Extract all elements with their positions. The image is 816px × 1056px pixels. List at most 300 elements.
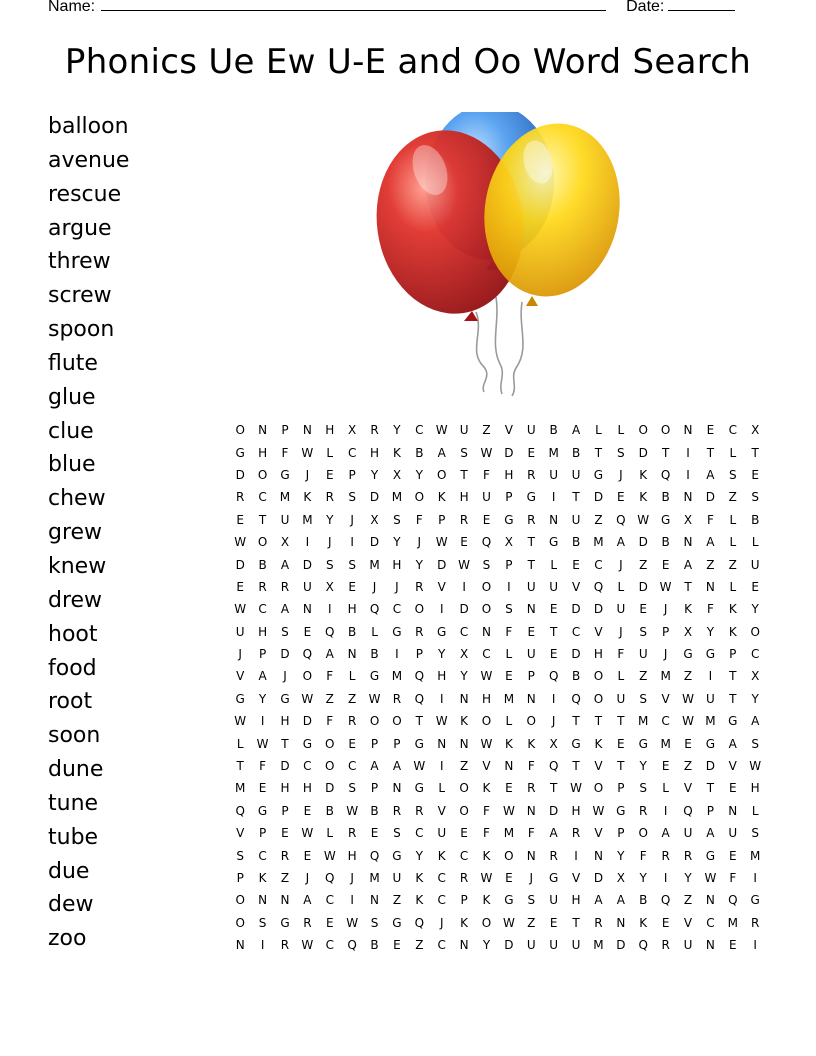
grid-letter[interactable]: K (303, 490, 312, 505)
grid-letter[interactable]: P (617, 826, 625, 841)
grid-letter[interactable]: S (617, 445, 625, 460)
grid-letter[interactable]: G (235, 691, 245, 706)
grid-letter[interactable]: F (639, 848, 647, 863)
grid-letter[interactable]: P (460, 893, 468, 908)
grid-letter[interactable]: T (572, 490, 580, 505)
grid-letter[interactable]: K (594, 736, 603, 751)
grid-letter[interactable]: R (415, 579, 424, 594)
grid-letter[interactable]: V (683, 781, 693, 796)
grid-letter[interactable]: K (728, 624, 737, 639)
grid-letter[interactable]: E (303, 848, 312, 863)
grid-letter[interactable]: D (549, 803, 559, 818)
grid-letter[interactable]: S (348, 557, 356, 572)
grid-letter[interactable]: I (753, 871, 757, 885)
grid-letter[interactable]: W (659, 579, 672, 594)
grid-letter[interactable]: W (480, 736, 493, 751)
grid-letter[interactable]: Y (326, 512, 334, 527)
grid-letter[interactable]: V (236, 826, 245, 841)
grid-letter[interactable]: T (661, 445, 670, 460)
grid-letter[interactable]: Q (571, 691, 581, 706)
grid-letter[interactable]: R (549, 848, 558, 863)
grid-letter[interactable]: S (370, 915, 379, 930)
grid-letter[interactable]: N (526, 803, 536, 818)
grid-letter[interactable]: G (526, 490, 536, 505)
grid-letter[interactable]: J (551, 714, 556, 729)
grid-letter[interactable]: C (415, 826, 424, 841)
grid-letter[interactable]: Q (660, 467, 671, 482)
grid-letter[interactable]: I (462, 579, 466, 594)
grid-letter[interactable]: L (326, 445, 334, 460)
grid-letter[interactable]: K (639, 490, 648, 505)
grid-letter[interactable]: P (729, 647, 737, 662)
grid-letter[interactable]: A (325, 647, 334, 662)
grid-letter[interactable]: S (751, 826, 759, 841)
grid-letter[interactable]: N (526, 691, 536, 706)
grid-letter[interactable]: W (301, 938, 314, 953)
grid-letter[interactable]: P (281, 423, 289, 438)
grid-letter[interactable]: E (258, 781, 267, 796)
grid-letter[interactable]: O (414, 490, 425, 505)
grid-letter[interactable]: G (638, 736, 648, 751)
grid-letter[interactable]: Y (639, 871, 647, 885)
grid-letter[interactable]: B (370, 938, 379, 953)
grid-letter[interactable]: B (415, 445, 424, 460)
grid-letter[interactable]: V (236, 669, 245, 684)
grid-letter[interactable]: U (571, 938, 581, 953)
grid-letter[interactable]: N (258, 423, 268, 438)
grid-letter[interactable]: E (728, 938, 737, 953)
grid-letter[interactable]: V (594, 624, 603, 639)
grid-letter[interactable]: G (705, 647, 716, 662)
grid-letter[interactable]: F (326, 714, 334, 729)
grid-letter[interactable]: W (435, 714, 448, 729)
grid-letter[interactable]: W (346, 915, 359, 930)
grid-letter[interactable]: E (661, 557, 670, 572)
grid-letter[interactable]: R (370, 423, 379, 438)
grid-letter[interactable]: P (393, 736, 401, 751)
grid-letter[interactable]: L (236, 736, 244, 751)
grid-letter[interactable]: E (728, 848, 737, 863)
grid-letter[interactable]: Y (438, 647, 446, 662)
grid-letter[interactable]: W (368, 691, 381, 706)
grid-letter[interactable]: O (235, 915, 245, 930)
grid-letter[interactable]: D (593, 871, 604, 885)
grid-letter[interactable]: K (437, 490, 446, 505)
grid-letter[interactable]: N (705, 579, 715, 594)
grid-letter[interactable]: R (392, 691, 402, 706)
grid-letter[interactable]: Z (527, 915, 536, 930)
grid-letter[interactable]: V (571, 579, 581, 594)
grid-letter[interactable]: B (258, 557, 267, 572)
grid-letter[interactable]: O (481, 602, 492, 617)
grid-letter[interactable]: W (570, 781, 582, 796)
grid-letter[interactable]: L (550, 557, 557, 572)
grid-letter[interactable]: X (392, 467, 402, 482)
grid-letter[interactable]: C (325, 938, 334, 953)
grid-letter[interactable]: T (549, 781, 558, 796)
grid-letter[interactable]: R (236, 490, 245, 505)
grid-letter[interactable]: W (480, 871, 493, 885)
grid-letter[interactable]: A (370, 759, 379, 774)
grid-letter[interactable]: U (526, 423, 536, 438)
grid-letter[interactable]: U (526, 579, 536, 594)
grid-letter[interactable]: E (236, 512, 244, 527)
grid-letter[interactable]: J (350, 512, 354, 527)
grid-letter[interactable]: Z (459, 759, 469, 774)
grid-letter[interactable]: O (481, 579, 492, 594)
grid-letter[interactable]: M (302, 512, 313, 527)
grid-letter[interactable]: O (481, 714, 492, 729)
grid-letter[interactable]: D (302, 714, 312, 729)
grid-letter[interactable]: R (594, 915, 603, 930)
grid-letter[interactable]: T (617, 759, 625, 774)
grid-letter[interactable]: W (435, 423, 448, 438)
grid-letter[interactable]: E (281, 826, 289, 841)
grid-letter[interactable]: T (706, 781, 715, 796)
grid-letter[interactable]: J (372, 579, 377, 594)
grid-letter[interactable]: Q (414, 669, 425, 684)
grid-letter[interactable]: I (551, 490, 556, 505)
grid-letter[interactable]: P (505, 490, 513, 505)
grid-letter[interactable]: I (507, 579, 511, 594)
grid-letter[interactable]: E (617, 736, 625, 751)
grid-letter[interactable]: G (504, 893, 514, 908)
grid-letter[interactable]: R (415, 803, 424, 818)
grid-letter[interactable]: M (660, 669, 671, 684)
grid-letter[interactable]: M (660, 736, 671, 751)
grid-letter[interactable]: N (459, 691, 469, 706)
grid-letter[interactable]: Z (683, 759, 693, 774)
grid-letter[interactable]: B (370, 647, 379, 662)
grid-letter[interactable]: U (750, 557, 760, 572)
grid-letter[interactable]: Y (482, 938, 491, 953)
grid-letter[interactable]: O (235, 893, 245, 908)
grid-letter[interactable]: N (459, 938, 469, 953)
grid-letter[interactable]: W (234, 535, 247, 550)
grid-letter[interactable]: G (549, 871, 559, 885)
grid-letter[interactable]: V (437, 579, 446, 594)
grid-letter[interactable]: O (369, 714, 380, 729)
grid-letter[interactable]: T (258, 512, 267, 527)
grid-letter[interactable]: D (235, 557, 245, 572)
name-blank[interactable] (101, 0, 606, 11)
grid-letter[interactable]: G (549, 535, 559, 550)
grid-letter[interactable]: I (327, 602, 332, 617)
grid-letter[interactable]: J (350, 871, 354, 885)
grid-letter[interactable]: U (302, 579, 312, 594)
grid-letter[interactable]: J (238, 647, 242, 662)
grid-letter[interactable]: M (750, 848, 761, 863)
grid-letter[interactable]: L (617, 423, 625, 438)
grid-letter[interactable]: G (392, 848, 402, 863)
grid-letter[interactable]: T (460, 467, 468, 482)
grid-letter[interactable]: Q (369, 602, 380, 617)
grid-letter[interactable]: J (305, 871, 310, 885)
grid-letter[interactable]: I (439, 759, 444, 774)
grid-letter[interactable]: I (753, 938, 757, 953)
grid-letter[interactable]: W (480, 445, 493, 460)
grid-letter[interactable]: N (459, 736, 469, 751)
grid-letter[interactable]: A (392, 759, 402, 774)
grid-letter[interactable]: X (683, 624, 693, 639)
grid-letter[interactable]: Y (460, 669, 468, 684)
grid-letter[interactable]: C (258, 848, 267, 863)
grid-letter[interactable]: Y (684, 871, 692, 885)
grid-letter[interactable]: I (663, 803, 668, 818)
grid-letter[interactable]: S (639, 781, 648, 796)
grid-letter[interactable]: K (684, 602, 692, 617)
grid-letter[interactable]: R (280, 938, 290, 953)
grid-letter[interactable]: N (683, 535, 693, 550)
grid-letter[interactable]: A (549, 826, 558, 841)
grid-letter[interactable]: U (706, 691, 715, 706)
grid-letter[interactable]: D (325, 781, 335, 796)
grid-letter[interactable]: Y (706, 624, 715, 639)
grid-letter[interactable]: Y (393, 535, 401, 550)
grid-letter[interactable]: U (549, 893, 559, 908)
grid-letter[interactable]: Z (415, 938, 424, 953)
grid-letter[interactable]: D (235, 467, 245, 482)
grid-letter[interactable]: L (751, 803, 759, 818)
grid-letter[interactable]: V (683, 915, 693, 930)
grid-letter[interactable]: A (303, 893, 312, 908)
grid-letter[interactable]: H (347, 602, 357, 617)
grid-letter[interactable]: H (370, 445, 380, 460)
grid-letter[interactable]: Q (683, 803, 693, 818)
grid-letter[interactable]: G (280, 467, 290, 482)
grid-letter[interactable]: H (280, 714, 290, 729)
grid-letter[interactable]: L (371, 624, 378, 639)
grid-letter[interactable]: G (235, 445, 245, 460)
grid-letter[interactable]: U (459, 423, 469, 438)
grid-letter[interactable]: H (571, 803, 581, 818)
grid-letter[interactable]: F (483, 803, 490, 818)
grid-letter[interactable]: C (258, 602, 267, 617)
grid-letter[interactable]: A (661, 826, 670, 841)
grid-letter[interactable]: Q (638, 938, 648, 953)
grid-letter[interactable]: C (347, 445, 357, 460)
grid-letter[interactable]: G (392, 624, 402, 639)
grid-letter[interactable]: C (459, 848, 469, 863)
grid-letter[interactable]: N (705, 893, 715, 908)
grid-letter[interactable]: E (460, 535, 468, 550)
grid-letter[interactable]: D (437, 557, 447, 572)
grid-letter[interactable]: Z (594, 512, 603, 527)
grid-letter[interactable]: I (305, 535, 310, 550)
grid-letter[interactable]: E (639, 602, 648, 617)
grid-letter[interactable]: P (348, 467, 356, 482)
grid-letter[interactable]: H (325, 423, 335, 438)
grid-letter[interactable]: N (482, 624, 491, 639)
grid-letter[interactable]: W (323, 848, 336, 863)
grid-letter[interactable]: K (415, 871, 424, 885)
grid-letter[interactable]: X (459, 647, 469, 662)
grid-letter[interactable]: H (459, 490, 469, 505)
grid-letter[interactable]: N (280, 893, 290, 908)
grid-letter[interactable]: S (325, 557, 334, 572)
grid-letter[interactable]: L (595, 423, 602, 438)
grid-letter[interactable]: D (504, 445, 514, 460)
grid-letter[interactable]: D (280, 647, 290, 662)
grid-letter[interactable]: C (437, 893, 446, 908)
grid-letter[interactable]: E (482, 512, 491, 527)
grid-letter[interactable]: P (706, 803, 715, 818)
grid-letter[interactable]: W (301, 691, 314, 706)
grid-letter[interactable]: Z (639, 557, 648, 572)
grid-letter[interactable]: O (436, 467, 447, 482)
grid-letter[interactable]: L (438, 781, 446, 796)
grid-letter[interactable]: X (683, 512, 693, 527)
grid-letter[interactable]: K (437, 848, 446, 863)
grid-letter[interactable]: U (571, 467, 581, 482)
grid-letter[interactable]: O (638, 826, 648, 841)
grid-letter[interactable]: U (549, 579, 559, 594)
grid-letter[interactable]: U (549, 938, 559, 953)
grid-letter[interactable]: O (302, 669, 313, 684)
grid-letter[interactable]: C (482, 647, 491, 662)
grid-letter[interactable]: D (638, 445, 648, 460)
grid-letter[interactable]: E (527, 445, 536, 460)
grid-letter[interactable]: U (616, 691, 626, 706)
grid-letter[interactable]: O (660, 423, 671, 438)
grid-letter[interactable]: A (706, 535, 715, 550)
grid-letter[interactable]: W (234, 714, 247, 729)
grid-letter[interactable]: E (325, 915, 334, 930)
grid-letter[interactable]: Q (369, 848, 380, 863)
grid-letter[interactable]: L (751, 535, 759, 550)
grid-letter[interactable]: P (438, 512, 446, 527)
grid-letter[interactable]: C (661, 714, 670, 729)
grid-letter[interactable]: U (571, 512, 581, 527)
grid-letter[interactable]: C (571, 624, 581, 639)
grid-letter[interactable]: I (551, 691, 556, 706)
grid-letter[interactable]: M (548, 445, 559, 460)
grid-letter[interactable]: N (728, 803, 738, 818)
grid-letter[interactable]: Z (325, 691, 334, 706)
grid-letter[interactable]: N (683, 490, 693, 505)
grid-letter[interactable]: E (549, 602, 558, 617)
grid-letter[interactable]: B (571, 669, 581, 684)
grid-letter[interactable]: C (437, 871, 446, 885)
grid-letter[interactable]: Q (302, 647, 313, 662)
grid-letter[interactable]: N (705, 938, 715, 953)
grid-letter[interactable]: K (460, 915, 469, 930)
grid-letter[interactable]: C (750, 647, 760, 662)
grid-letter[interactable]: W (301, 826, 314, 841)
grid-letter[interactable]: V (482, 759, 491, 774)
grid-letter[interactable]: N (347, 647, 357, 662)
grid-letter[interactable]: R (280, 579, 290, 594)
grid-letter[interactable]: T (415, 714, 423, 729)
grid-letter[interactable]: E (572, 557, 580, 572)
grid-letter[interactable]: A (258, 669, 267, 684)
grid-letter[interactable]: O (593, 691, 604, 706)
grid-letter[interactable]: E (661, 915, 670, 930)
grid-letter[interactable]: R (751, 915, 760, 930)
grid-letter[interactable]: R (639, 803, 648, 818)
grid-letter[interactable]: W (256, 736, 269, 751)
grid-letter[interactable]: B (549, 423, 558, 438)
grid-letter[interactable]: W (704, 871, 717, 885)
grid-letter[interactable]: Z (728, 490, 737, 505)
grid-letter[interactable]: L (617, 669, 625, 684)
grid-letter[interactable]: N (302, 423, 312, 438)
grid-letter[interactable]: F (483, 826, 490, 841)
grid-letter[interactable]: T (527, 557, 535, 572)
grid-letter[interactable]: H (392, 557, 402, 572)
grid-letter[interactable]: M (727, 915, 738, 930)
grid-letter[interactable]: J (439, 915, 444, 930)
grid-letter[interactable]: D (504, 938, 514, 953)
grid-letter[interactable]: L (662, 781, 669, 796)
grid-letter[interactable]: N (526, 602, 536, 617)
grid-letter[interactable]: C (728, 423, 737, 438)
grid-letter[interactable]: R (415, 624, 424, 639)
grid-letter[interactable]: G (302, 736, 313, 751)
grid-letter[interactable]: J (327, 535, 332, 550)
grid-letter[interactable]: F (281, 445, 289, 460)
grid-letter[interactable]: W (502, 915, 515, 930)
grid-letter[interactable]: E (303, 803, 312, 818)
grid-letter[interactable]: D (705, 490, 716, 505)
grid-letter[interactable]: U (728, 826, 738, 841)
grid-letter[interactable]: R (392, 803, 402, 818)
grid-letter[interactable]: R (303, 915, 312, 930)
grid-letter[interactable]: T (549, 624, 558, 639)
grid-letter[interactable]: A (571, 423, 581, 438)
grid-letter[interactable]: X (616, 871, 625, 885)
grid-letter[interactable]: O (392, 714, 402, 729)
grid-letter[interactable]: U (526, 647, 536, 662)
grid-letter[interactable]: F (527, 759, 535, 774)
grid-letter[interactable]: L (617, 579, 625, 594)
grid-letter[interactable]: S (348, 490, 356, 505)
grid-letter[interactable]: A (706, 826, 715, 841)
grid-letter[interactable]: I (663, 871, 668, 885)
grid-letter[interactable]: L (505, 647, 513, 662)
grid-letter[interactable]: Z (728, 557, 737, 572)
grid-letter[interactable]: F (326, 669, 334, 684)
grid-letter[interactable]: G (392, 915, 402, 930)
grid-letter[interactable]: L (729, 535, 737, 550)
grid-letter[interactable]: R (571, 826, 581, 841)
grid-letter[interactable]: E (751, 467, 759, 482)
grid-letter[interactable]: K (639, 915, 648, 930)
grid-letter[interactable]: M (503, 691, 515, 706)
grid-letter[interactable]: I (574, 848, 578, 863)
grid-letter[interactable]: C (706, 915, 715, 930)
grid-letter[interactable]: E (751, 579, 759, 594)
grid-letter[interactable]: P (527, 669, 535, 684)
date-blank[interactable] (668, 0, 735, 11)
grid-letter[interactable]: G (437, 624, 447, 639)
grid-letter[interactable]: Q (728, 893, 738, 908)
grid-letter[interactable]: T (572, 915, 580, 930)
grid-letter[interactable]: T (236, 759, 244, 774)
grid-letter[interactable]: Y (639, 759, 647, 774)
grid-letter[interactable]: O (325, 736, 335, 751)
grid-letter[interactable]: O (593, 781, 604, 796)
grid-letter[interactable]: A (751, 714, 760, 729)
grid-letter[interactable]: W (637, 512, 650, 527)
grid-letter[interactable]: K (482, 781, 491, 796)
grid-letter[interactable]: E (549, 915, 558, 930)
grid-letter[interactable]: H (593, 647, 603, 662)
grid-letter[interactable]: P (236, 871, 244, 885)
grid-letter[interactable]: Z (280, 871, 290, 885)
grid-letter[interactable]: M (369, 871, 380, 885)
grid-letter[interactable]: F (259, 759, 267, 774)
